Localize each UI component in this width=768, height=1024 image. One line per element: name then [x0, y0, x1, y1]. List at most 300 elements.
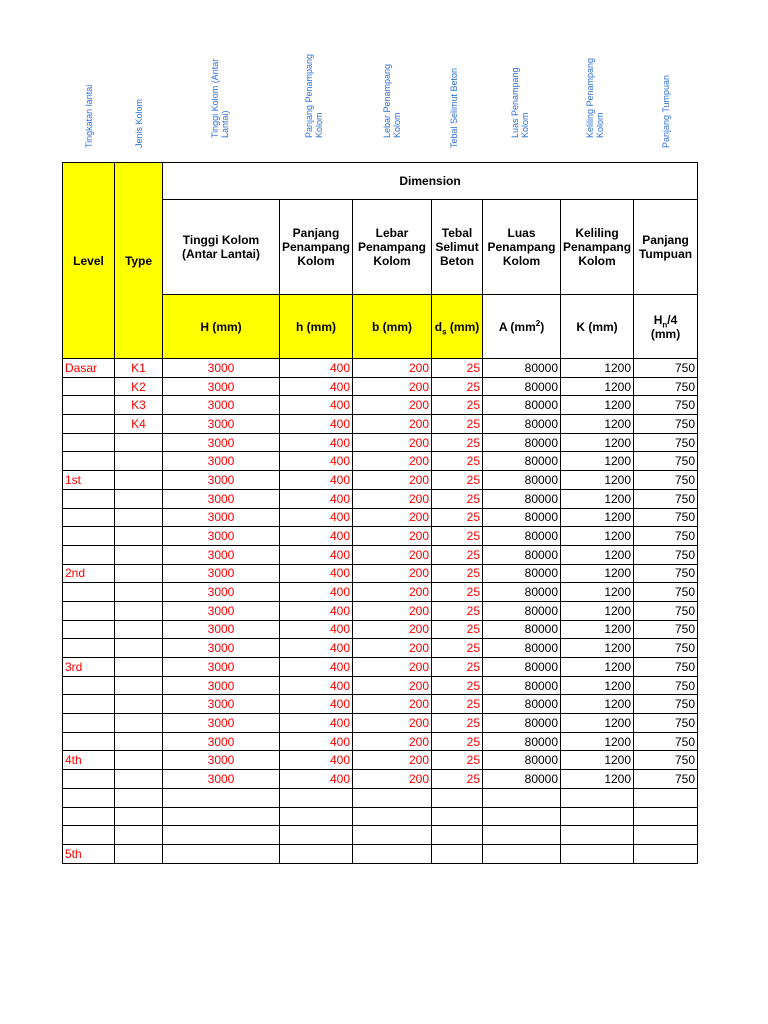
- cell-h[interactable]: 400: [280, 452, 353, 471]
- cell-h[interactable]: 400: [280, 396, 353, 415]
- cell-h[interactable]: 400: [280, 489, 353, 508]
- cell-K[interactable]: 1200: [561, 620, 634, 639]
- cell-type[interactable]: [115, 844, 163, 863]
- cell-level[interactable]: [63, 714, 115, 733]
- cell-b[interactable]: 200: [353, 695, 432, 714]
- cell-A[interactable]: 80000: [483, 714, 561, 733]
- cell-K[interactable]: 1200: [561, 508, 634, 527]
- cell-Hn[interactable]: 750: [634, 639, 698, 658]
- cell-level[interactable]: [63, 620, 115, 639]
- cell-A[interactable]: 80000: [483, 527, 561, 546]
- table-row: [63, 844, 698, 863]
- cell-A[interactable]: 80000: [483, 359, 561, 378]
- cell-K[interactable]: 1200: [561, 527, 634, 546]
- cell-A[interactable]: 80000: [483, 658, 561, 677]
- cell-ds[interactable]: 25: [432, 658, 483, 677]
- table-row: [63, 583, 698, 602]
- cell-type[interactable]: [115, 545, 163, 564]
- cell-Hn[interactable]: 750: [634, 545, 698, 564]
- cell-Hn[interactable]: 750: [634, 751, 698, 770]
- cell-ds[interactable]: 25: [432, 545, 483, 564]
- unit-A-main: A (mm: [498, 319, 536, 334]
- cell-level[interactable]: [63, 601, 115, 620]
- cell-H[interactable]: 3000: [163, 452, 280, 471]
- cell-b[interactable]: 200: [353, 601, 432, 620]
- cell-b[interactable]: 200: [353, 658, 432, 677]
- cell-Hn[interactable]: 750: [634, 714, 698, 733]
- annotation-Hn: [656, 66, 676, 158]
- annotation-text: Tinggi Kolom (Antar Lantai): [210, 58, 230, 138]
- cell-type[interactable]: [115, 732, 163, 751]
- cell-H[interactable]: 3000: [163, 676, 280, 695]
- cell-Hn[interactable]: 750: [634, 601, 698, 620]
- cell-h[interactable]: 400: [280, 545, 353, 564]
- cell-A[interactable]: 80000: [483, 770, 561, 789]
- cell-b[interactable]: 200: [353, 732, 432, 751]
- cell-H[interactable]: 3000: [163, 508, 280, 527]
- cell-K[interactable]: 1200: [561, 545, 634, 564]
- cell-H[interactable]: 3000: [163, 377, 280, 396]
- cell-level[interactable]: [63, 508, 115, 527]
- cell-type[interactable]: [115, 564, 163, 583]
- cell-type[interactable]: [115, 452, 163, 471]
- cell-ds[interactable]: [432, 807, 483, 826]
- cell-type[interactable]: K1: [115, 359, 163, 378]
- annotation-A: [506, 66, 534, 158]
- cell-type[interactable]: [115, 620, 163, 639]
- cell-Hn[interactable]: 750: [634, 695, 698, 714]
- cell-K[interactable]: 1200: [561, 658, 634, 677]
- cell-A[interactable]: 80000: [483, 489, 561, 508]
- cell-h[interactable]: 400: [280, 377, 353, 396]
- cell-level[interactable]: 3rd: [63, 658, 115, 677]
- cell-level[interactable]: [63, 770, 115, 789]
- cell-ds[interactable]: 25: [432, 639, 483, 658]
- cell-type[interactable]: [115, 676, 163, 695]
- cell-ds[interactable]: 25: [432, 601, 483, 620]
- header-level: Level: [63, 163, 115, 359]
- cell-b[interactable]: 200: [353, 620, 432, 639]
- cell-level[interactable]: [63, 489, 115, 508]
- cell-A[interactable]: 80000: [483, 415, 561, 434]
- header-col-ds: Tebal Selimut Beton: [432, 200, 483, 295]
- cell-ds[interactable]: 25: [432, 359, 483, 378]
- cell-type[interactable]: [115, 471, 163, 490]
- cell-ds[interactable]: 25: [432, 564, 483, 583]
- cell-b[interactable]: 200: [353, 508, 432, 527]
- header-col-H: Tinggi Kolom (Antar Lantai): [163, 200, 280, 295]
- table-row: [63, 658, 698, 677]
- cell-level[interactable]: [63, 433, 115, 452]
- cell-level[interactable]: [63, 826, 115, 845]
- cell-ds[interactable]: 25: [432, 527, 483, 546]
- cell-ds[interactable]: 25: [432, 751, 483, 770]
- cell-A[interactable]: 80000: [483, 396, 561, 415]
- cell-H[interactable]: 3000: [163, 415, 280, 434]
- header-dimension: Dimension: [163, 163, 698, 200]
- cell-level[interactable]: [63, 639, 115, 658]
- cell-h[interactable]: 400: [280, 770, 353, 789]
- cell-K[interactable]: 1200: [561, 751, 634, 770]
- cell-A[interactable]: 80000: [483, 471, 561, 490]
- table-row: [63, 452, 698, 471]
- cell-type[interactable]: K2: [115, 377, 163, 396]
- cell-b[interactable]: 200: [353, 452, 432, 471]
- annotation-text: Lebar Penampang Kolom: [382, 63, 402, 138]
- cell-A[interactable]: 80000: [483, 433, 561, 452]
- cell-A[interactable]: 80000: [483, 601, 561, 620]
- cell-Hn[interactable]: 750: [634, 489, 698, 508]
- cell-K[interactable]: 1200: [561, 471, 634, 490]
- cell-type[interactable]: [115, 695, 163, 714]
- cell-H[interactable]: 3000: [163, 751, 280, 770]
- cell-A[interactable]: [483, 807, 561, 826]
- cell-b[interactable]: 200: [353, 583, 432, 602]
- cell-h[interactable]: 400: [280, 620, 353, 639]
- cell-K[interactable]: 1200: [561, 601, 634, 620]
- cell-K[interactable]: 1200: [561, 564, 634, 583]
- unit-b: b (mm): [353, 295, 432, 359]
- cell-Hn[interactable]: [634, 788, 698, 807]
- cell-H[interactable]: [163, 844, 280, 863]
- cell-Hn[interactable]: 750: [634, 676, 698, 695]
- table-row: [63, 471, 698, 490]
- cell-level[interactable]: [63, 788, 115, 807]
- cell-level[interactable]: [63, 676, 115, 695]
- cell-Hn[interactable]: 750: [634, 471, 698, 490]
- cell-level[interactable]: Dasar: [63, 359, 115, 378]
- cell-Hn[interactable]: [634, 826, 698, 845]
- cell-b[interactable]: 200: [353, 751, 432, 770]
- unit-Hn-tail: /4: [667, 312, 678, 327]
- unit-Hn-unit: (mm): [650, 326, 681, 341]
- cell-Hn[interactable]: 750: [634, 396, 698, 415]
- cell-h[interactable]: [280, 788, 353, 807]
- cell-b[interactable]: 200: [353, 564, 432, 583]
- cell-type[interactable]: [115, 489, 163, 508]
- cell-H[interactable]: 3000: [163, 714, 280, 733]
- cell-Hn[interactable]: [634, 807, 698, 826]
- table-row: [63, 714, 698, 733]
- cell-A[interactable]: 80000: [483, 377, 561, 396]
- header-col-A: Luas Penampang Kolom: [483, 200, 561, 295]
- cell-K[interactable]: 1200: [561, 714, 634, 733]
- unit-A-sup: 2: [535, 318, 541, 328]
- annotation-ds: [444, 66, 464, 158]
- cell-ds[interactable]: 25: [432, 583, 483, 602]
- cell-h[interactable]: 400: [280, 732, 353, 751]
- cell-H[interactable]: 3000: [163, 545, 280, 564]
- cell-A[interactable]: 80000: [483, 639, 561, 658]
- cell-ds[interactable]: 25: [432, 714, 483, 733]
- cell-H[interactable]: 3000: [163, 770, 280, 789]
- cell-level[interactable]: [63, 377, 115, 396]
- cell-ds[interactable]: 25: [432, 396, 483, 415]
- cell-ds[interactable]: [432, 788, 483, 807]
- table-row: [63, 788, 698, 807]
- cell-ds[interactable]: [432, 844, 483, 863]
- cell-type[interactable]: [115, 583, 163, 602]
- cell-A[interactable]: 80000: [483, 751, 561, 770]
- cell-h[interactable]: 400: [280, 714, 353, 733]
- cell-ds[interactable]: 25: [432, 489, 483, 508]
- cell-type[interactable]: [115, 658, 163, 677]
- cell-b[interactable]: 200: [353, 527, 432, 546]
- cell-K[interactable]: 1200: [561, 770, 634, 789]
- cell-b[interactable]: 200: [353, 489, 432, 508]
- cell-H[interactable]: 3000: [163, 620, 280, 639]
- cell-type[interactable]: [115, 807, 163, 826]
- cell-A[interactable]: 80000: [483, 452, 561, 471]
- cell-type[interactable]: [115, 826, 163, 845]
- cell-K[interactable]: [561, 788, 634, 807]
- annotation-level: [78, 66, 100, 158]
- cell-ds[interactable]: 25: [432, 695, 483, 714]
- cell-K[interactable]: 1200: [561, 732, 634, 751]
- table-row: [63, 359, 698, 378]
- unit-H: H (mm): [163, 295, 280, 359]
- header-col-K: Keliling Penampang Kolom: [561, 200, 634, 295]
- cell-H[interactable]: [163, 807, 280, 826]
- cell-level[interactable]: [63, 415, 115, 434]
- cell-H[interactable]: 3000: [163, 396, 280, 415]
- cell-level[interactable]: [63, 695, 115, 714]
- annotation-type: [128, 66, 150, 158]
- unit-Hn: [634, 295, 698, 359]
- cell-type[interactable]: K4: [115, 415, 163, 434]
- cell-level[interactable]: 4th: [63, 751, 115, 770]
- annotation-b: [378, 63, 406, 158]
- table-row: [63, 695, 698, 714]
- unit-ds-tail: (mm): [446, 319, 480, 334]
- cell-A[interactable]: [483, 844, 561, 863]
- table-row: [63, 676, 698, 695]
- cell-type[interactable]: [115, 770, 163, 789]
- cell-K[interactable]: 1200: [561, 676, 634, 695]
- cell-type[interactable]: [115, 433, 163, 452]
- cell-level[interactable]: 1st: [63, 471, 115, 490]
- cell-Hn[interactable]: 750: [634, 527, 698, 546]
- cell-H[interactable]: 3000: [163, 658, 280, 677]
- table-row: [63, 415, 698, 434]
- cell-ds[interactable]: [432, 826, 483, 845]
- cell-b[interactable]: 200: [353, 676, 432, 695]
- cell-level[interactable]: 5th: [63, 844, 115, 863]
- cell-level[interactable]: [63, 452, 115, 471]
- cell-ds[interactable]: 25: [432, 471, 483, 490]
- table-row: [63, 639, 698, 658]
- cell-b[interactable]: [353, 844, 432, 863]
- cell-Hn[interactable]: 750: [634, 433, 698, 452]
- cell-H[interactable]: [163, 826, 280, 845]
- cell-A[interactable]: 80000: [483, 583, 561, 602]
- cell-H[interactable]: 3000: [163, 564, 280, 583]
- cell-ds[interactable]: 25: [432, 452, 483, 471]
- cell-A[interactable]: 80000: [483, 620, 561, 639]
- cell-K[interactable]: 1200: [561, 639, 634, 658]
- cell-b[interactable]: 200: [353, 545, 432, 564]
- table-row: [63, 377, 698, 396]
- cell-Hn[interactable]: 750: [634, 732, 698, 751]
- cell-b[interactable]: 200: [353, 359, 432, 378]
- cell-Hn[interactable]: 750: [634, 359, 698, 378]
- cell-ds[interactable]: 25: [432, 770, 483, 789]
- unit-ds-main: d: [434, 319, 443, 334]
- cell-b[interactable]: [353, 807, 432, 826]
- cell-H[interactable]: [163, 788, 280, 807]
- cell-Hn[interactable]: 750: [634, 658, 698, 677]
- cell-H[interactable]: 3000: [163, 489, 280, 508]
- cell-K[interactable]: [561, 826, 634, 845]
- cell-K[interactable]: [561, 807, 634, 826]
- cell-h[interactable]: 400: [280, 601, 353, 620]
- cell-level[interactable]: [63, 583, 115, 602]
- table-row: [63, 489, 698, 508]
- cell-K[interactable]: [561, 844, 634, 863]
- cell-H[interactable]: 3000: [163, 583, 280, 602]
- table-row: [63, 433, 698, 452]
- cell-K[interactable]: 1200: [561, 489, 634, 508]
- cell-h[interactable]: [280, 807, 353, 826]
- cell-A[interactable]: [483, 788, 561, 807]
- table-row: [63, 545, 698, 564]
- cell-K[interactable]: 1200: [561, 695, 634, 714]
- cell-type[interactable]: [115, 601, 163, 620]
- cell-level[interactable]: 2nd: [63, 564, 115, 583]
- cell-level[interactable]: [63, 396, 115, 415]
- cell-h[interactable]: 400: [280, 471, 353, 490]
- cell-level[interactable]: [63, 527, 115, 546]
- cell-A[interactable]: 80000: [483, 676, 561, 695]
- cell-type[interactable]: [115, 639, 163, 658]
- cell-Hn[interactable]: [634, 844, 698, 863]
- cell-h[interactable]: [280, 826, 353, 845]
- cell-ds[interactable]: 25: [432, 377, 483, 396]
- annotation-text: Panjang Penampang Kolom: [304, 53, 324, 138]
- cell-b[interactable]: 200: [353, 396, 432, 415]
- unit-K: K (mm): [561, 295, 634, 359]
- cell-Hn[interactable]: 750: [634, 377, 698, 396]
- cell-b[interactable]: 200: [353, 714, 432, 733]
- cell-ds[interactable]: 25: [432, 508, 483, 527]
- cell-b[interactable]: [353, 826, 432, 845]
- cell-h[interactable]: 400: [280, 359, 353, 378]
- cell-A[interactable]: 80000: [483, 545, 561, 564]
- cell-Hn[interactable]: 750: [634, 583, 698, 602]
- cell-Hn[interactable]: 750: [634, 508, 698, 527]
- cell-b[interactable]: 200: [353, 639, 432, 658]
- cell-ds[interactable]: 25: [432, 433, 483, 452]
- cell-Hn[interactable]: 750: [634, 452, 698, 471]
- cell-A[interactable]: 80000: [483, 508, 561, 527]
- cell-level[interactable]: [63, 545, 115, 564]
- cell-type[interactable]: [115, 788, 163, 807]
- cell-A[interactable]: [483, 826, 561, 845]
- unit-ds: [432, 295, 483, 359]
- table-row: [63, 564, 698, 583]
- cell-type[interactable]: [115, 527, 163, 546]
- cell-h[interactable]: 400: [280, 676, 353, 695]
- cell-b[interactable]: 200: [353, 415, 432, 434]
- cell-Hn[interactable]: 750: [634, 770, 698, 789]
- cell-level[interactable]: [63, 732, 115, 751]
- unit-ds-sub: s: [442, 326, 447, 336]
- cell-H[interactable]: 3000: [163, 601, 280, 620]
- cell-b[interactable]: 200: [353, 770, 432, 789]
- cell-h[interactable]: 400: [280, 583, 353, 602]
- cell-H[interactable]: 3000: [163, 359, 280, 378]
- cell-ds[interactable]: 25: [432, 732, 483, 751]
- cell-b[interactable]: 200: [353, 433, 432, 452]
- cell-H[interactable]: 3000: [163, 732, 280, 751]
- cell-H[interactable]: 3000: [163, 639, 280, 658]
- annotation-h: [300, 53, 328, 158]
- cell-h[interactable]: 400: [280, 658, 353, 677]
- cell-Hn[interactable]: 750: [634, 620, 698, 639]
- cell-h[interactable]: 400: [280, 433, 353, 452]
- cell-H[interactable]: 3000: [163, 433, 280, 452]
- unit-A-tail: ): [540, 319, 545, 334]
- column-dimension-table: [62, 162, 698, 864]
- cell-H[interactable]: 3000: [163, 471, 280, 490]
- annotation-H: [206, 58, 234, 158]
- cell-type[interactable]: [115, 751, 163, 770]
- cell-K[interactable]: 1200: [561, 396, 634, 415]
- cell-b[interactable]: 200: [353, 377, 432, 396]
- cell-ds[interactable]: 25: [432, 676, 483, 695]
- annotation-text: Keliling Penampang Kolom: [585, 57, 605, 138]
- cell-ds[interactable]: 25: [432, 415, 483, 434]
- cell-b[interactable]: [353, 788, 432, 807]
- cell-h[interactable]: [280, 844, 353, 863]
- cell-b[interactable]: 200: [353, 471, 432, 490]
- cell-level[interactable]: [63, 807, 115, 826]
- cell-h[interactable]: 400: [280, 564, 353, 583]
- cell-h[interactable]: 400: [280, 527, 353, 546]
- cell-K[interactable]: 1200: [561, 433, 634, 452]
- cell-type[interactable]: [115, 714, 163, 733]
- cell-A[interactable]: 80000: [483, 695, 561, 714]
- cell-K[interactable]: 1200: [561, 359, 634, 378]
- cell-ds[interactable]: 25: [432, 620, 483, 639]
- cell-h[interactable]: 400: [280, 415, 353, 434]
- header-col-b: Lebar Penampang Kolom: [353, 200, 432, 295]
- cell-K[interactable]: 1200: [561, 377, 634, 396]
- table-row: [63, 527, 698, 546]
- annotation-text: Tebal Selimut Beton: [449, 67, 459, 148]
- cell-h[interactable]: 400: [280, 695, 353, 714]
- annotation-text: Tingkatan lantai: [84, 84, 94, 148]
- table-row: [63, 770, 698, 789]
- cell-A[interactable]: 80000: [483, 732, 561, 751]
- cell-type[interactable]: [115, 508, 163, 527]
- cell-H[interactable]: 3000: [163, 527, 280, 546]
- cell-Hn[interactable]: 750: [634, 564, 698, 583]
- cell-K[interactable]: 1200: [561, 415, 634, 434]
- cell-h[interactable]: 400: [280, 751, 353, 770]
- table-row: [63, 807, 698, 826]
- unit-Hn-main: H: [653, 312, 663, 327]
- unit-A: [483, 295, 561, 359]
- cell-A[interactable]: 80000: [483, 564, 561, 583]
- cell-h[interactable]: 400: [280, 508, 353, 527]
- cell-type[interactable]: K3: [115, 396, 163, 415]
- cell-K[interactable]: 1200: [561, 452, 634, 471]
- cell-h[interactable]: 400: [280, 639, 353, 658]
- cell-H[interactable]: 3000: [163, 695, 280, 714]
- cell-K[interactable]: 1200: [561, 583, 634, 602]
- cell-Hn[interactable]: 750: [634, 415, 698, 434]
